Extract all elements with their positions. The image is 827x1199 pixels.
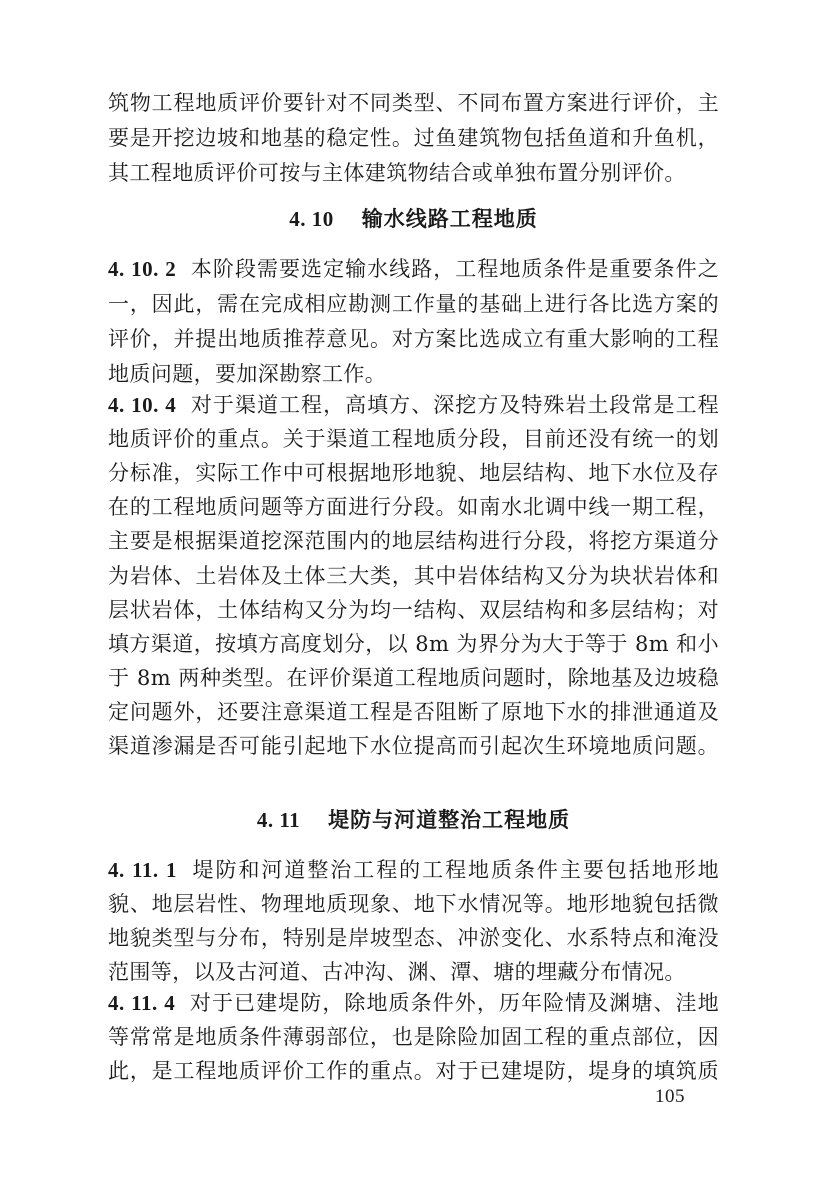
clause-line: 范围等，以及古河道、古冲沟、渊、潭、塘的埋藏分布情况。 [108,960,686,984]
clause-line: 于 8m 两种类型。在评价渠道工程地质问题时，除地基及边坡稳 [108,666,719,690]
section-title: 堤防与河道整治工程地质 [328,808,571,832]
clause-line: 渠道渗漏是否可能引起地下水位提高而引起次生环境地质问题。 [108,734,719,758]
section-heading-4-11 [0,805,827,835]
clause-line: 貌、地层岩性、物理地质现象、地下水情况等。地形地貌包括微 [108,892,719,916]
clause-line: 定问题外，还要注意渠道工程是否阻断了原地下水的排泄通道及 [108,700,719,724]
intro-line: 要是开挖边坡和地基的稳定性。过鱼建筑物包括鱼道和升鱼机， [108,126,719,150]
intro-line: 其工程地质评价可按与主体建筑物结合或单独布置分别评价。 [108,161,686,185]
clause-line: 为岩体、土岩体及土体三大类，其中岩体结构又分为块状岩体和 [108,564,719,588]
clause-4-11-1-line [108,855,719,885]
clause-4-10-4-line [108,390,719,420]
clause-line: 主要是根据渠道挖深范围内的地层结构进行分段，将挖方渠道分 [108,529,719,553]
clause-line: 等常常是地质条件薄弱部位，也是除险加固工程的重点部位，因 [108,1025,719,1049]
clause-number: 4. 10. 2 [108,257,177,281]
section-number: 4. 10 [289,207,334,231]
clause-text: 本阶段需要选定输水线路，工程地质条件是重要条件之 [190,257,719,281]
clause-line: 评价，并提出地质推荐意见。对方案比选成立有重大影响的工程 [108,327,719,351]
section-title: 输水线路工程地质 [361,207,538,231]
clause-line: 地貌类型与分布，特别是岸坡型态、冲淤变化、水系特点和淹没 [108,926,719,950]
clause-text: 堤防和河道整治工程的工程地质条件主要包括地形地 [190,858,720,882]
clause-line: 地质问题，要加深勘察工作。 [108,362,387,386]
clause-line: 地质评价的重点。关于渠道工程地质分段，目前还没有统一的划 [108,427,719,451]
clause-line: 分标准，实际工作中可根据地形地貌、地层结构、地下水位及存 [108,461,719,485]
clause-4-11-4-line [108,988,719,1018]
clause-text: 对于渠道工程，高填方、深挖方及特殊岩土段常是工程 [190,393,719,417]
clause-line: 在的工程地质问题等方面进行分段。如南水北调中线一期工程， [108,495,719,519]
section-heading-4-10 [0,204,827,234]
intro-line: 筑物工程地质评价要针对不同类型、不同布置方案进行评价，主 [108,91,719,115]
clause-text: 对于已建堤防，除地质条件外，历年险情及渊塘、洼地 [189,991,719,1015]
clause-number: 4. 11. 1 [108,858,177,882]
clause-number: 4. 11. 4 [108,991,176,1015]
clause-line: 一，因此，需在完成相应勘测工作量的基础上进行各比选方案的 [108,292,719,316]
section-number: 4. 11 [256,808,301,832]
clause-line: 填方渠道，按填方高度划分，以 8m 为界分为大于等于 8m 和小 [108,632,719,656]
clause-line: 层状岩体，土体结构又分为均一结构、双层结构和多层结构；对 [108,598,719,622]
clause-line: 此，是工程地质评价工作的重点。对于已建堤防，堤身的填筑质 [108,1059,719,1083]
page-number: 105 [655,1086,685,1107]
clause-4-10-2-line [108,254,719,284]
clause-number: 4. 10. 4 [108,393,177,417]
